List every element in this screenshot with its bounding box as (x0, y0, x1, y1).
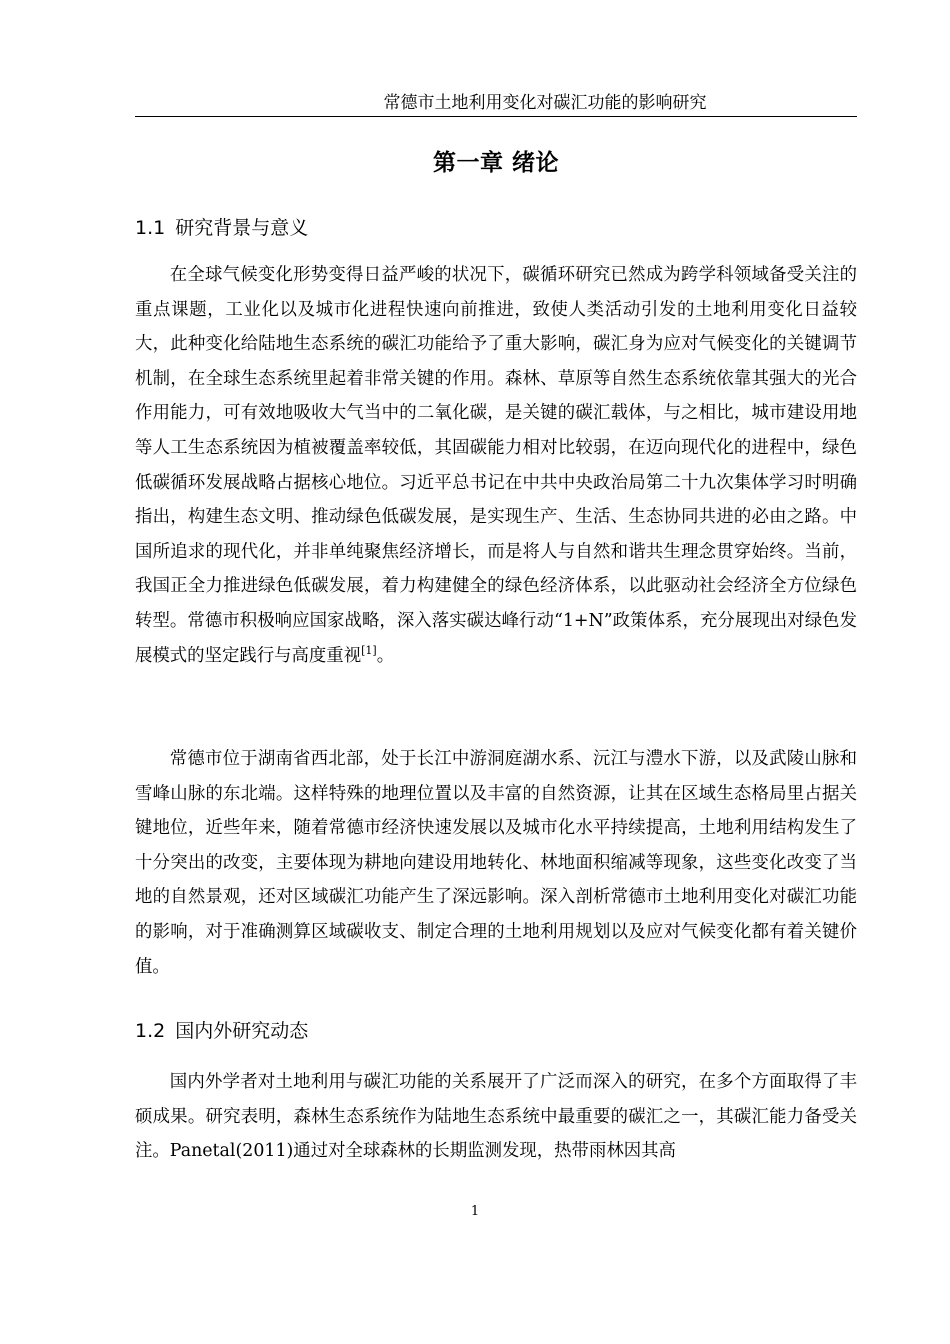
header-rule (135, 116, 857, 117)
section-title: 国内外研究动态 (175, 1020, 309, 1042)
paragraph-changde (135, 742, 857, 984)
running-header: 常德市土地利用变化对碳汇功能的影响研究 (383, 93, 707, 113)
citation-marker[interactable]: [1] (361, 643, 377, 657)
paragraph-background (135, 258, 857, 673)
chapter-title: 第一章 绪论 (432, 150, 559, 176)
page-number: 1 (470, 1204, 480, 1219)
paragraph-research-status (135, 1065, 857, 1169)
paragraph-tail: 。 (376, 645, 395, 666)
section-heading-1-2 (135, 1017, 857, 1045)
section-heading-1-1 (135, 214, 857, 242)
paragraph-text: 国内外学者对土地利用与碳汇功能的关系展开了广泛而深入的研究，在多个方面取得了丰硕成果。研究表明，森林生态系统作为陆地生态系统中最重要的碳汇之一，其碳汇能力备受关注。Panetal(2011)通过对全球森林的长期监测发现，热带雨林因其高 (135, 1072, 857, 1162)
paragraph-text: 常德市位于湖南省西北部，处于长江中游洞庭湖水系、沅江与澧水下游，以及武陵山脉和雪峰山脉的东北端。这样特殊的地理位置以及丰富的自然资源，让其在区域生态格局里占据关键地位，近些年来，随着常德市经济快速发展以及城市化水平持续提高，土地利用结构发生了十分突出的改变，主要体现为耕地向建设用地转化、林地面积缩减等现象，这些变化改变了当地的自然景观，还对区域碳汇功能产生了深远影响。深入剖析常德市土地利用变化对碳汇功能的影响，对于准确测算区域碳收支、制定合理的土地利用规划以及应对气候变化都有着关键价值。 (135, 749, 857, 977)
paragraph-text: 在全球气候变化形势变得日益严峻的状况下，碳循环研究已然成为跨学科领域备受关注的重点课题，工业化以及城市化进程快速向前推进，致使人类活动引发的土地利用变化日益较大，此种变化给陆地生态系统的碳汇功能给予了重大影响，碳汇身为应对气候变化的关键调节机制，在全球生态系统里起着非常关键的作用。森林、草原等自然生态系统依靠其强大的光合作用能力，可有效地吸收大气当中的二氧化碳，是关键的碳汇载体，与之相比，城市建设用地等人工生态系统因为植被覆盖率较低，其固碳能力相对比较弱，在迈向现代化的进程中，绿色低碳循环发展战略占据核心地位。习近平总书记在中共中央政治局第二十九次集体学习时明确指出，构建生态文明、推动绿色低碳发展，是实现生产、生活、生态协同共进的必由之路。中国所追求的现代化，并非单纯聚焦经济增长，而是将人与自然和谐共生理念贯穿始终。当前，我国正全力推进绿色低碳发展，着力构建健全的绿色经济体系，以此驱动社会经济全方位绿色转型。常德市积极响应国家战略，深入落实碳达峰行动“1+N”政策体系，充分展现出对绿色发展模式的坚定践行与高度重视 (135, 265, 857, 666)
section-number: 1.2 (135, 1020, 166, 1042)
section-number: 1.1 (135, 217, 166, 239)
section-title: 研究背景与意义 (175, 217, 309, 239)
